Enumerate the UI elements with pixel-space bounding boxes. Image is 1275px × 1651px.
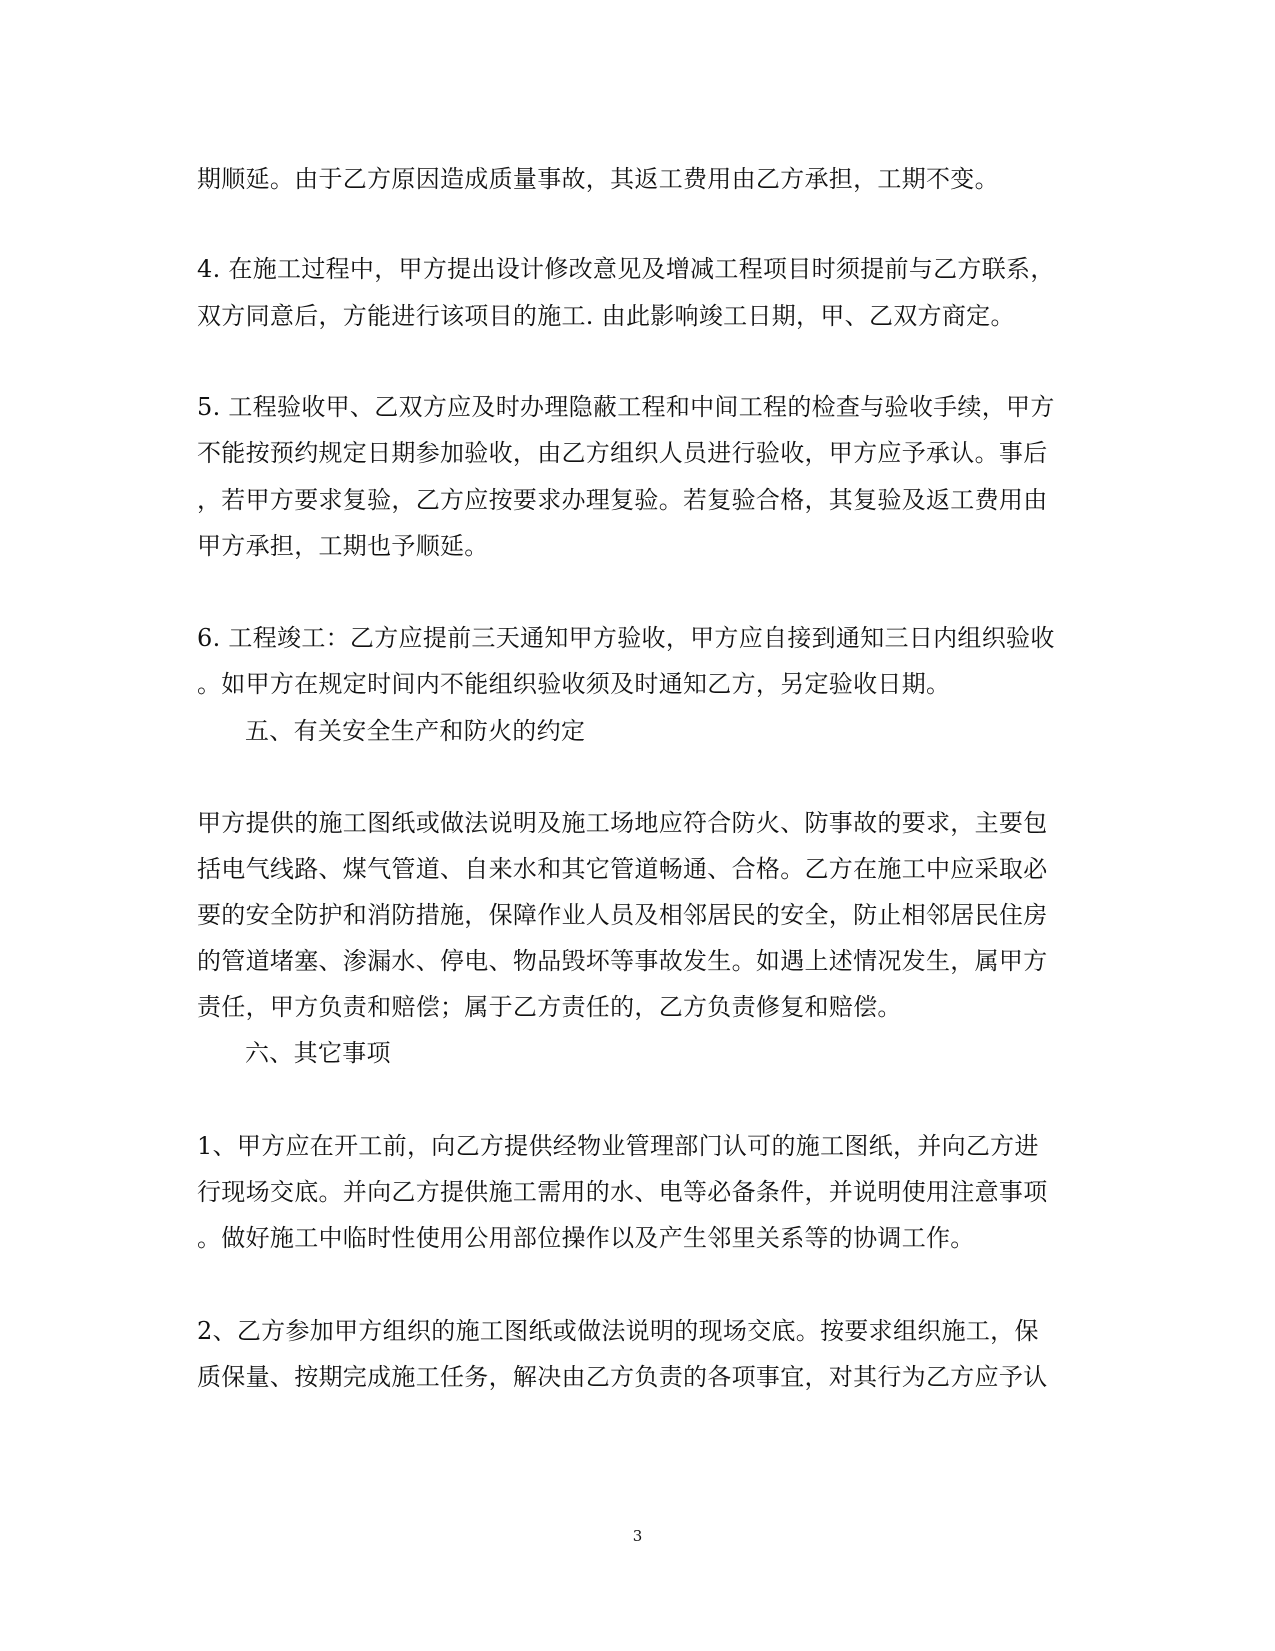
paragraph-line: 的管道堵塞、渗漏水、停电、物品毁坏等事故发生。如遇上述情况发生，属甲方: [197, 947, 1048, 975]
paragraph-line: 1、甲方应在开工前，向乙方提供经物业管理部门认可的施工图纸，并向乙方进: [197, 1132, 1039, 1160]
paragraph-line: 4. 在施工过程中，甲方提出设计修改意见及增减工程项目时须提前与乙方联系，: [197, 255, 1055, 283]
paragraph-line: 6. 工程竣工：乙方应提前三天通知甲方验收，甲方应自接到通知三日内组织验收: [197, 624, 1055, 652]
paragraph-line: 行现场交底。并向乙方提供施工需用的水、电等必备条件，并说明使用注意事项: [197, 1178, 1048, 1206]
paragraph-line: 不能按预约规定日期参加验收，由乙方组织人员进行验收，甲方应予承认。事后: [197, 439, 1048, 467]
paragraph-line: 括电气线路、煤气管道、自来水和其它管道畅通、合格。乙方在施工中应采取必: [197, 855, 1048, 883]
paragraph-line: 质保量、按期完成施工任务，解决由乙方负责的各项事宜，对其行为乙方应予认: [197, 1363, 1048, 1391]
paragraph-line: 期顺延。由于乙方原因造成质量事故，其返工费用由乙方承担，工期不变。: [197, 165, 999, 193]
paragraph-line: 。做好施工中临时性使用公用部位操作以及产生邻里关系等的协调工作。: [197, 1224, 975, 1252]
page-number: 3: [632, 1527, 643, 1545]
paragraph-line: 5. 工程验收甲、乙双方应及时办理隐蔽工程和中间工程的检查与验收手续，甲方: [197, 393, 1055, 421]
section-heading: 六、其它事项: [245, 1039, 391, 1067]
paragraph-line: 2、乙方参加甲方组织的施工图纸或做法说明的现场交底。按要求组织施工，保: [197, 1317, 1039, 1345]
paragraph-line: 甲方提供的施工图纸或做法说明及施工场地应符合防火、防事故的要求，主要包: [197, 809, 1048, 837]
paragraph-line: 。如甲方在规定时间内不能组织验收须及时通知乙方，另定验收日期。: [197, 670, 951, 698]
paragraph-line: 甲方承担，工期也予顺延。: [197, 532, 489, 560]
paragraph-line: 责任，甲方负责和赔偿；属于乙方责任的，乙方负责修复和赔偿。: [197, 993, 902, 1021]
paragraph-line: ，若甲方要求复验，乙方应按要求办理复验。若复验合格，其复验及返工费用由: [197, 486, 1048, 514]
paragraph-line: 双方同意后，方能进行该项目的施工. 由此影响竣工日期，甲、乙双方商定。: [197, 302, 1015, 330]
section-heading: 五、有关安全生产和防火的约定: [245, 717, 586, 745]
paragraph-line: 要的安全防护和消防措施，保障作业人员及相邻居民的安全，防止相邻居民住房: [197, 901, 1048, 929]
